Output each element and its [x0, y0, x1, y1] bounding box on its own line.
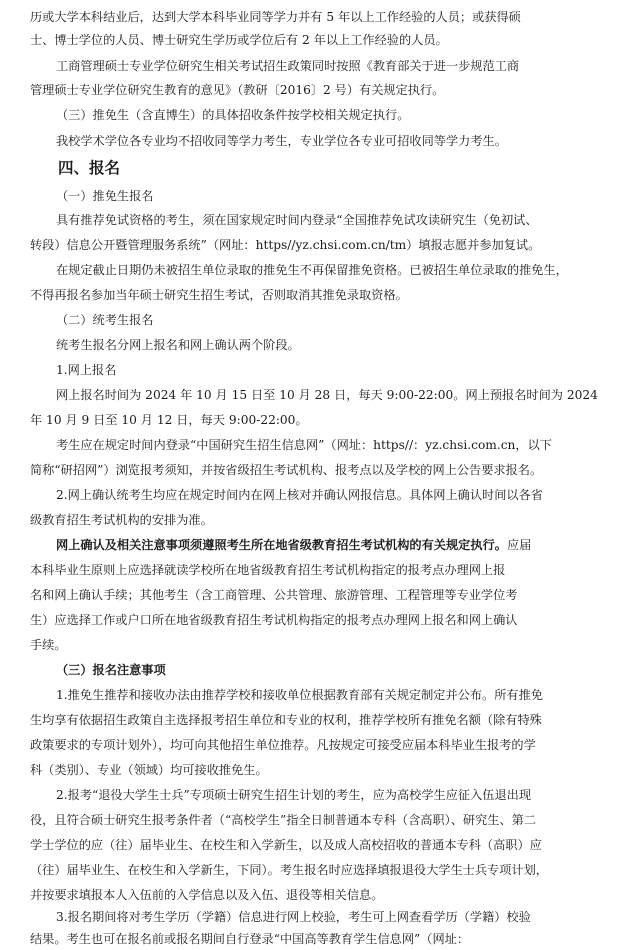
text-line: 级教育招生考试机构的安排为准。: [30, 513, 213, 527]
text-line: 本科毕业生原则上应选择就读学校所在地省级教育招生考试机构指定的报考点办理网上报: [30, 563, 506, 577]
bold-notice-text: 网上确认及相关注意事项须遵照考生所在地省级教育招生考试机构的有关规定执行。: [56, 538, 507, 552]
text-line: 我校学术学位各专业均不招收同等学力考生，专业学位各专业可招收同等学力考生。: [56, 134, 507, 148]
text-line: 简称“研招网”）浏览报考须知，并按省级招生考试机构、报考点以及学校的网上公告要求报名。: [30, 463, 543, 477]
text-line: 历或大学本科结业后，达到大学本科毕业同等学力并有 5 年以上工作经验的人员；或获得硕: [30, 10, 521, 24]
text-line: 名和网上确认手续；其他考生（含工商管理、公共管理、旅游管理、工程管理等专业学位考: [30, 588, 518, 602]
text-line: 在规定截止日期仍未被招生单位录取的推免生不再保留推免资格。已被招生单位录取的推免生，: [56, 263, 568, 277]
text-line: 科（类别）、专业（领域）均可接收推免生。: [30, 763, 268, 777]
text-line: 统考生报名分网上报名和网上确认两个阶段。: [56, 338, 300, 352]
text-line: 政策要求的专项计划外），均可向其他招生单位推荐。凡按规定可接受应届本科毕业生报考的学: [30, 738, 536, 752]
text-line: 手续。: [30, 638, 67, 652]
text-line: 具有推荐免试资格的考生，须在国家规定时间内登录“全国推荐免试攻读研究生（免初试、: [56, 213, 538, 227]
text-line: 年 10 月 9 日至 10 月 12 日，每天 9:00-22:00。: [30, 413, 308, 427]
text-line: 1.推免生推荐和接收办法由推荐学校和接收单位根据教育部有关规定制定并公布。所有推免: [56, 688, 543, 702]
text-line: 考生应在规定时间内登录“中国研究生招生信息网”（网址：https//：yz.chsi.com.cn，以下: [56, 438, 552, 452]
text-line: 生）应选择工作或户口所在地省级教育招生考试机构指定的报考点办理网上报名和网上确认: [30, 613, 518, 627]
text-line: 役，且符合硕士研究生报考条件者（“高校学生”指全日制普通本专科（含高职）、研究生、第二: [30, 813, 537, 827]
subsection-heading: （三）报名注意事项: [56, 663, 166, 677]
text-line: 转段）信息公开暨管理服务系统”（网址：https//yz.chsi.com.cn/tm）填报志愿并参加复试。: [30, 238, 541, 252]
text-line: 2.报考“退役大学生士兵”专项硕士研究生招生计划的考生，应为高校学生应征入伍退出现: [56, 788, 532, 802]
text-line: 管理硕士专业学位研究生教育的意见》（教研〔2016〕2 号）有关规定执行。: [30, 83, 445, 97]
text-line: （三）推免生（含直博生）的具体招收条件按学校相关规定执行。: [56, 108, 410, 122]
text-line: 生均享有依据招生政策自主选择报考招生单位和专业的权利，推荐学校所有推免名额（除有特殊: [30, 713, 542, 727]
text-line: 3.报名期间将对考生学历（学籍）信息进行网上校验，考生可上网查看学历（学籍）校验: [56, 910, 531, 924]
text-line: 不得再报名参加当年硕士研究生招生考试，否则取消其推免录取资格。: [30, 288, 408, 302]
text-line: 学士学位的应（往）届毕业生、在校生和入学新生，以及成人高校招收的普通本专科（高职）应: [30, 838, 542, 852]
text-line: 并按要求填报本人入伍前的入学信息以及入伍、退役等相关信息。: [30, 888, 384, 902]
text-line: 网上报名时间为 2024 年 10 月 15 日至 10 月 28 日，每天 9:00-22:00。网上预报名时间为 2024: [56, 388, 598, 402]
section-heading: 四、报名: [58, 159, 121, 177]
subsection-heading: （二）统考生报名: [56, 313, 154, 327]
text-line: 2.网上确认统考生均应在规定时间内在网上核对并确认网报信息。具体网上确认时间以各省: [56, 488, 543, 502]
text-line-tail: 应届: [506, 538, 532, 552]
subsection-heading: （一）推免生报名: [56, 189, 154, 203]
text-line: 1.网上报名: [56, 363, 117, 377]
text-line: 结果。考生也可在报名前或报名期间自行登录“中国高等教育学生信息网”（网址：: [30, 932, 470, 946]
text-line: [56, 534, 605, 556]
text-line: （往）届毕业生、在校生和入学新生，下同）。考生报名时应选择填报退役大学生士兵专项计划，: [30, 863, 548, 877]
text-line: 工商管理硕士专业学位研究生相关考试招生政策同时按照《教育部关于进一步规范工商: [56, 59, 520, 73]
text-line: 士、博士学位的人员、博士研究生学历或学位后有 2 年以上工作经验的人员。: [30, 33, 448, 47]
